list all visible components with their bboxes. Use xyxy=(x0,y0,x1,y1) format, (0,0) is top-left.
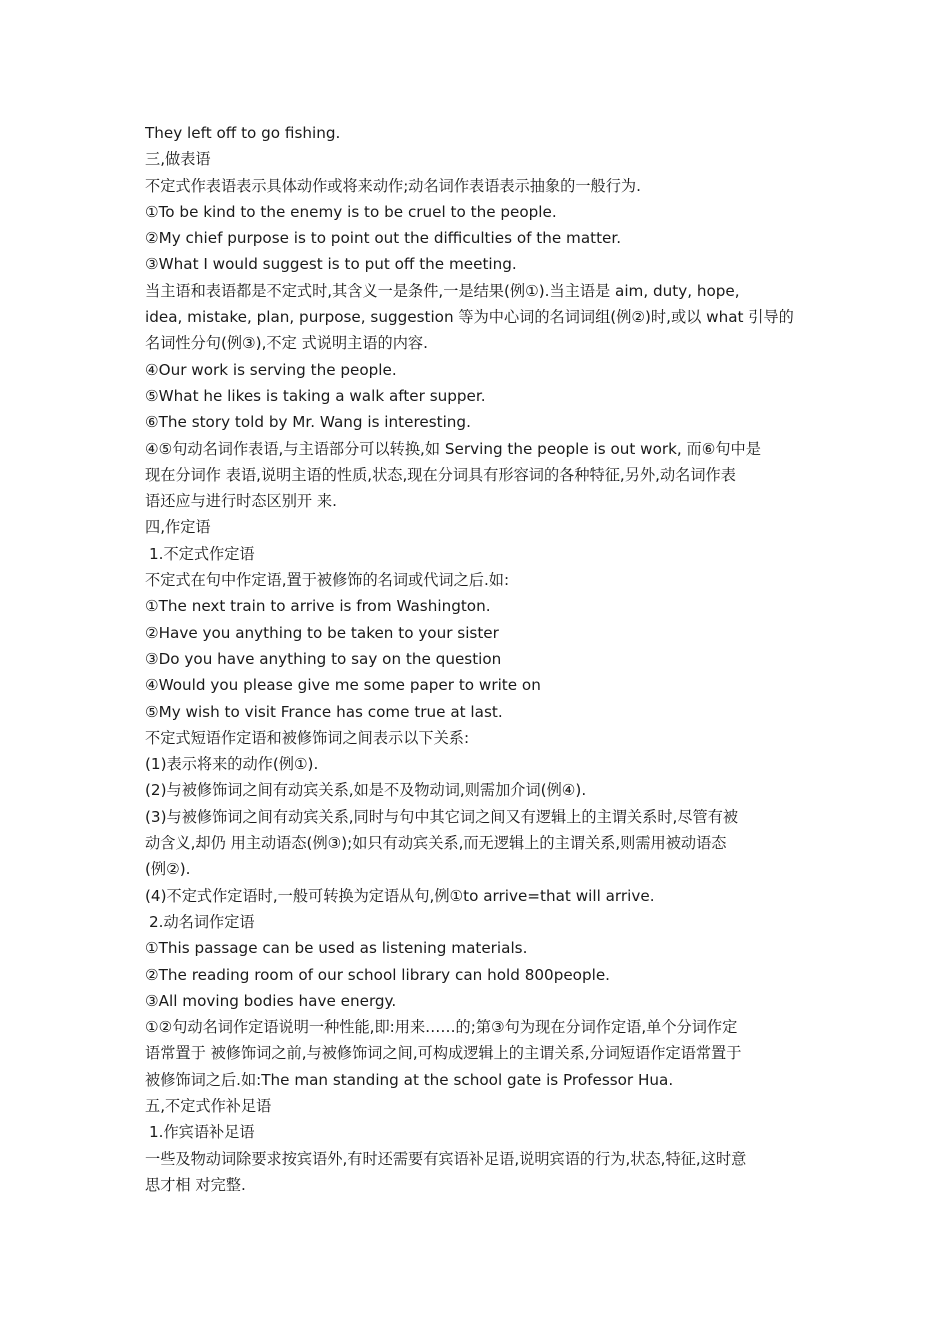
text-line: (3)与被修饰词之间有动宾关系,同时与句中其它词之间又有逻辑上的主谓关系时,尽管有被 xyxy=(145,807,739,826)
text-line: 名词性分句(例③),不定 式说明主语的内容. xyxy=(145,334,428,353)
example-sentence: ⑤What he likes is taking a walk after supper. xyxy=(145,386,486,405)
subsection-heading: 1.不定式作定语 xyxy=(149,544,255,563)
text-line: 被修饰词之后.如:The man standing at the school gate is Professor Hua. xyxy=(145,1070,674,1089)
text-line: 语常置于 被修饰词之前,与被修饰词之间,可构成逻辑上的主谓关系,分词短语作定语常置于 xyxy=(145,1044,742,1063)
example-sentence: ③What I would suggest is to put off the meeting. xyxy=(145,255,517,274)
example-sentence: ②The reading room of our school library can hold 800people. xyxy=(145,965,610,984)
text-line: 一些及物动词除要求按宾语外,有时还需要有宾语补足语,说明宾语的行为,状态,特征,这时意 xyxy=(145,1149,747,1168)
text-line: ④⑤句动名词作表语,与主语部分可以转换,如 Serving the people is out work, 而⑥句中是 xyxy=(145,439,761,458)
document-body xyxy=(145,120,810,1198)
text-line: 当主语和表语都是不定式时,其含义一是条件,一是结果(例①).当主语是 aim, duty, hope, xyxy=(145,281,740,300)
section-heading: 四,作定语 xyxy=(145,518,211,537)
example-sentence: ①To be kind to the enemy is to be cruel to the people. xyxy=(145,202,557,221)
text-line: ①②句动名词作定语说明一种性能,即:用来……的;第③句为现在分词作定语,单个分词作定 xyxy=(145,1018,738,1037)
text-line: 不定式短语作定语和被修饰词之间表示以下关系: xyxy=(145,728,470,747)
text-line: 动含义,却仍 用主动语态(例③);如只有动宾关系,而无逻辑上的主谓关系,则需用被动语态 xyxy=(145,834,727,853)
text-line: 现在分词作 表语,说明主语的性质,状态,现在分词具有形容词的各种特征,另外,动名词作表 xyxy=(145,465,736,484)
subsection-heading: 2.动名词作定语 xyxy=(149,912,255,931)
example-sentence: ③All moving bodies have energy. xyxy=(145,991,397,1010)
section-heading: 五,不定式作补足语 xyxy=(145,1096,272,1115)
example-sentence: ④Our work is serving the people. xyxy=(145,360,397,379)
text-line: 思才相 对完整. xyxy=(145,1175,246,1194)
text-line: idea, mistake, plan, purpose, suggestion 等为中心词的名词词组(例②)时,或以 what 引导的 xyxy=(145,308,794,327)
text-line: 不定式在句中作定语,置于被修饰的名词或代词之后.如: xyxy=(145,571,510,590)
text-line: (2)与被修饰词之间有动宾关系,如是不及物动词,则需加介词(例④). xyxy=(145,781,587,800)
example-sentence: ⑥The story told by Mr. Wang is interesting. xyxy=(145,413,471,432)
example-sentence: ①This passage can be used as listening materials. xyxy=(145,939,528,958)
text-line: (1)表示将来的动作(例①). xyxy=(145,755,319,774)
example-sentence: ②My chief purpose is to point out the difficulties of the matter. xyxy=(145,229,622,248)
text-line: They left off to go fishing. xyxy=(145,124,341,142)
example-sentence: ③Do you have anything to say on the question xyxy=(145,649,502,668)
text-line: (4)不定式作定语时,一般可转换为定语从句,例①to arrive=that will arrive. xyxy=(145,886,655,905)
example-sentence: ⑤My wish to visit France has come true at last. xyxy=(145,702,503,721)
subsection-heading: 1.作宾语补足语 xyxy=(149,1123,255,1142)
text-line: 语还应与进行时态区别开 来. xyxy=(145,492,337,511)
section-heading: 三,做表语 xyxy=(145,150,211,169)
example-sentence: ④Would you please give me some paper to write on xyxy=(145,676,541,695)
example-sentence: ②Have you anything to be taken to your sister xyxy=(145,623,499,642)
example-sentence: ①The next train to arrive is from Washington. xyxy=(145,597,491,616)
text-line: (例②). xyxy=(145,860,191,879)
text-line: 不定式作表语表示具体动作或将来动作;动名词作表语表示抽象的一般行为. xyxy=(145,176,641,195)
